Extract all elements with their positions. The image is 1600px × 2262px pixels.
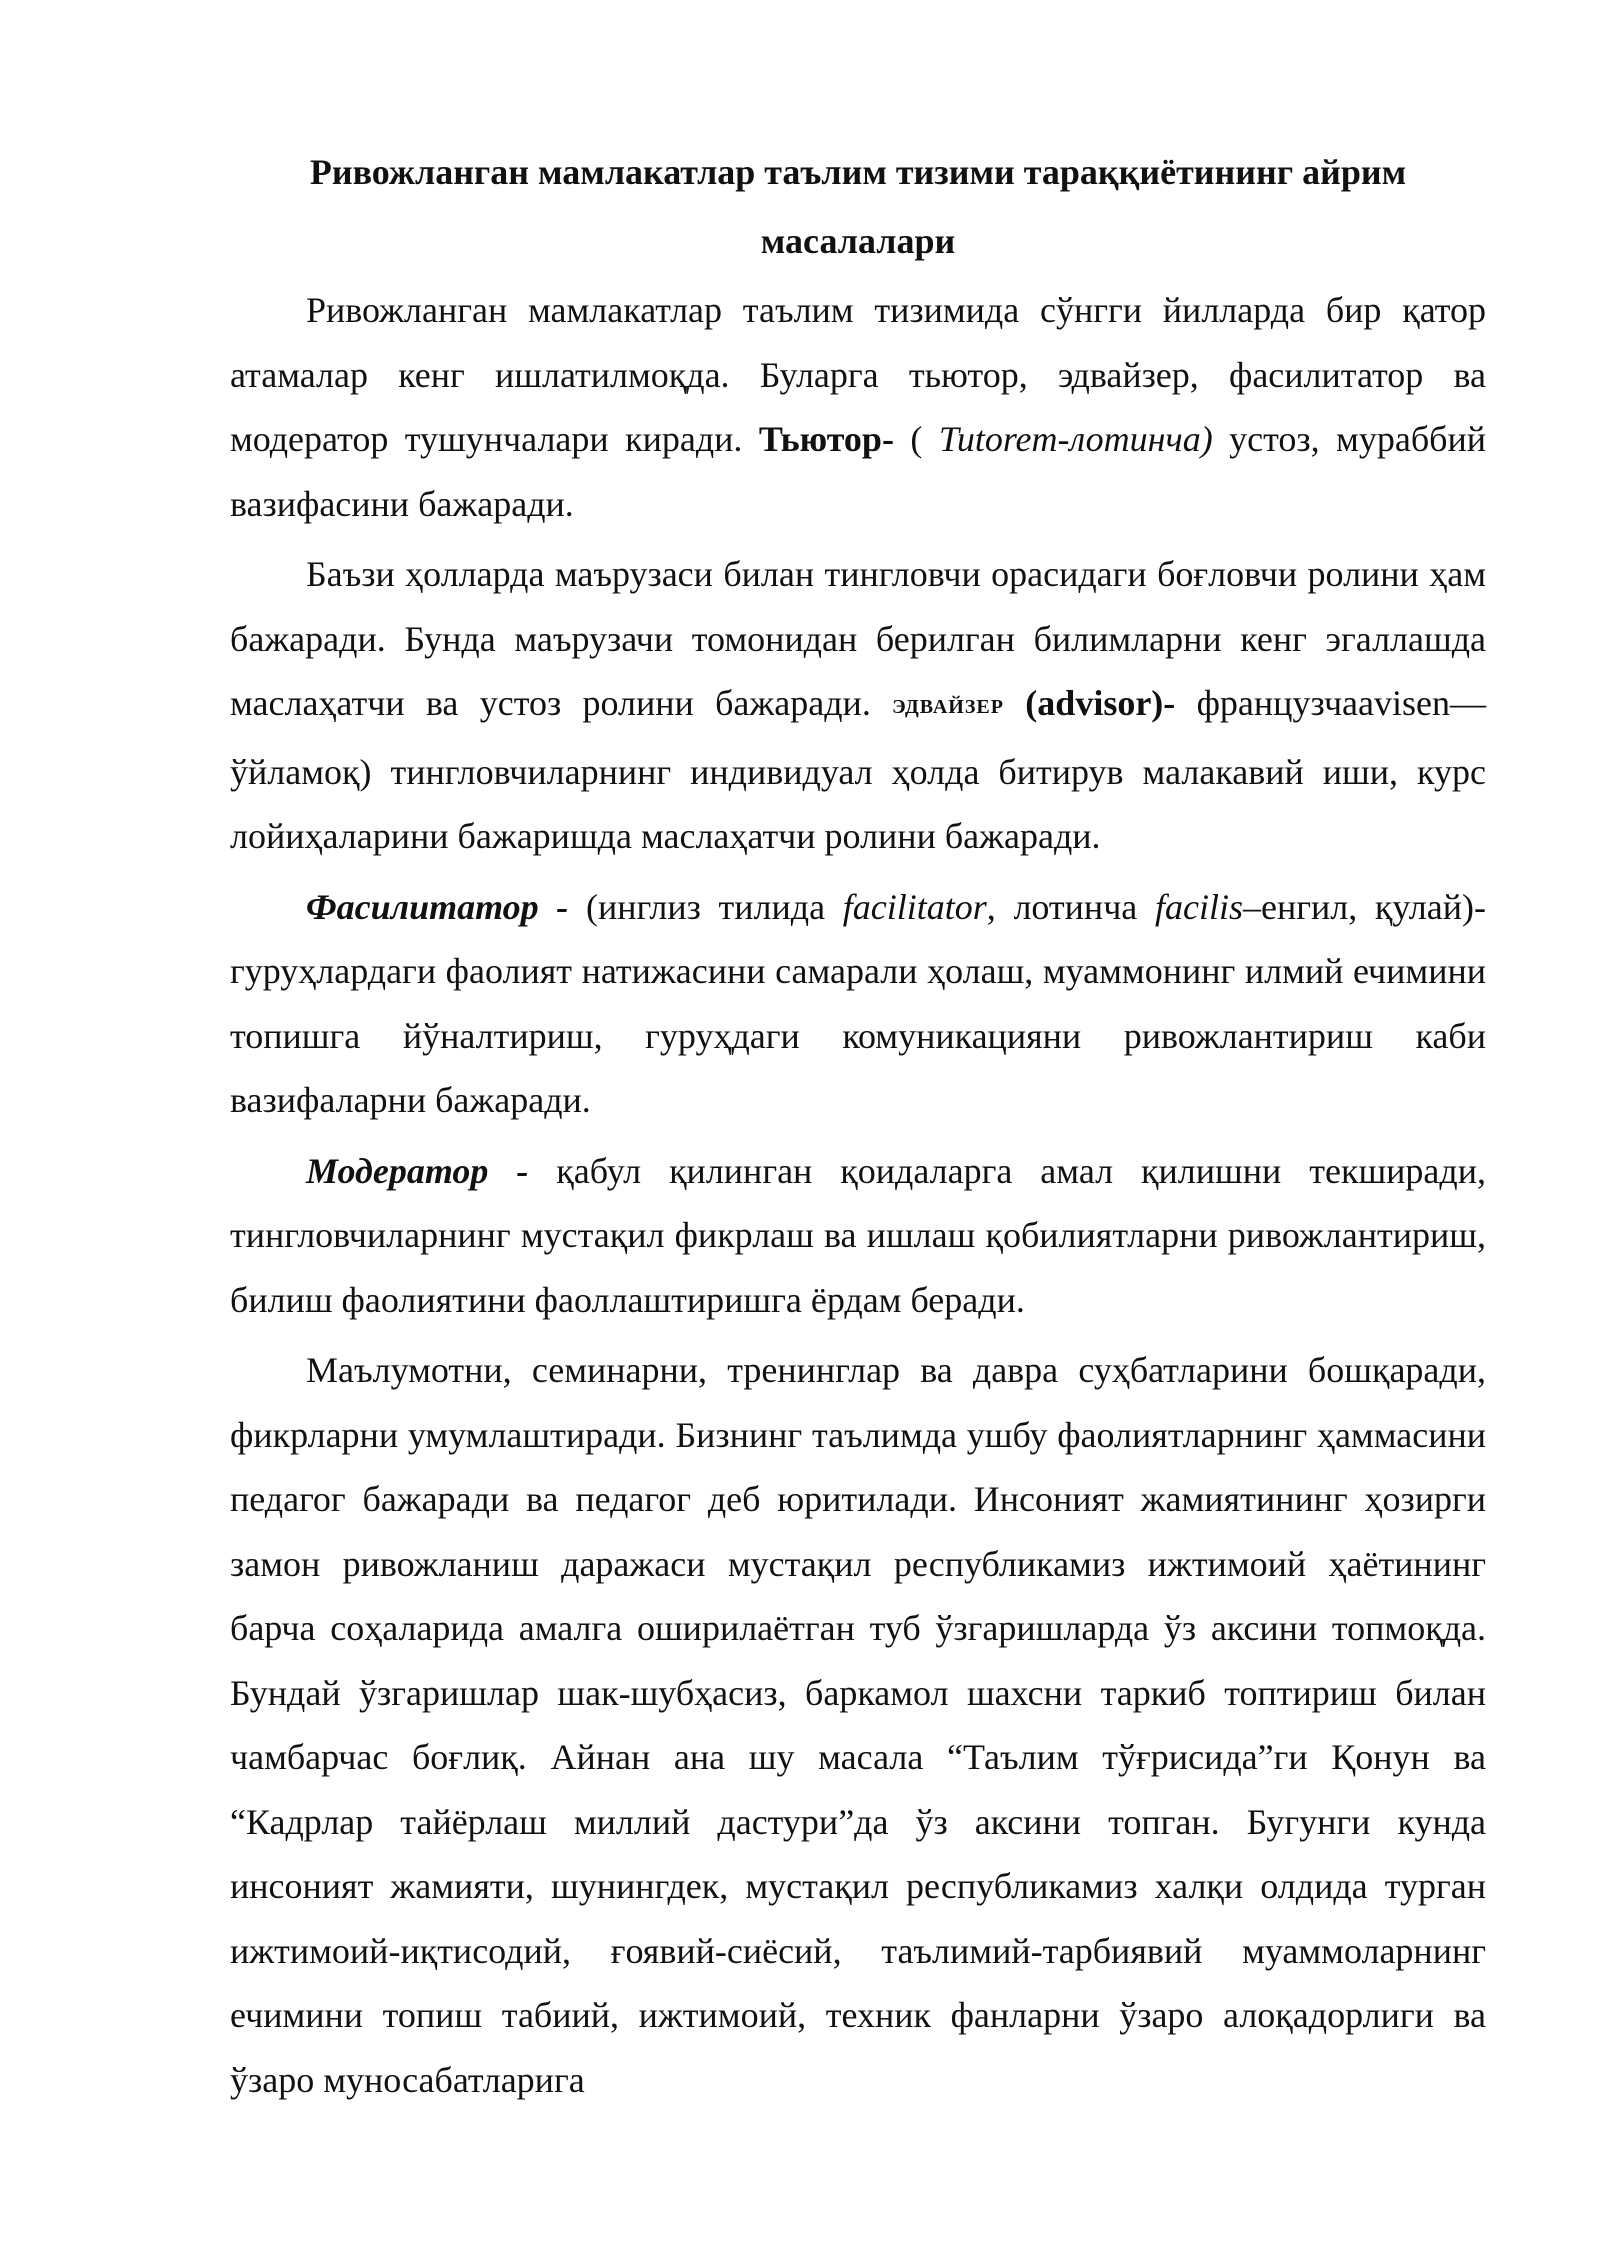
document-title: Ривожланган мамлакатлар таълим тизими тараққиётининг айрим масалалари — [309, 152, 1407, 261]
term-facilitator-latin: facilis — [1154, 886, 1243, 927]
paragraph-text: ( — [893, 419, 939, 459]
paragraph-advisor — [230, 542, 1486, 869]
paragraph-tutor — [230, 278, 1486, 536]
term-advisor-latin: (advisor)- — [1003, 683, 1176, 723]
paragraph-text: (инглиз тилида — [568, 886, 843, 927]
paragraph-text: устоз, мураббий вазифасини бажаради. — [230, 419, 1486, 524]
paragraph-facilitator — [230, 875, 1486, 1133]
term-facilitator: Фасилитатор - — [306, 886, 569, 927]
paragraph-text: –енгил, қулай)- гуруҳлардаги фаолият натижасини самарали ҳолаш, муаммонинг илмий ечимини топишга йўналтириш, гуруҳдаги комуникацияни ривожлантириш каби вазифаларни бажаради. — [230, 886, 1486, 1120]
term-advisor: ЭДВАЙЗЕР — [892, 696, 1004, 718]
paragraph-text: қабул қилинган қоидаларга амал қилишни текширади, тингловчиларнинг мустақил фикрлаш ва ишлаш қобилиятларни ривожлантириш, билиш фаолиятини фаоллаштиришга ёрдам беради. — [230, 1150, 1486, 1320]
paragraph-text: , лотинча — [986, 886, 1155, 927]
term-tutor: Тьютор- — [758, 419, 894, 459]
term-facilitator-english: facilitator — [842, 886, 987, 927]
paragraph-general — [230, 1338, 1486, 2112]
paragraph-moderator — [230, 1139, 1486, 1333]
paragraph-text: Маълумотни, семинарни, тренинглар ва давра суҳбатларини бошқаради, фикрларни умумлаштиради. Бизнинг таълимда ушбу фаолиятларнинг ҳаммасини педагог бажаради ва педагог деб юритилади. Инсоният жамиятининг ҳозирги замон ривожланиш даражаси мустақил республикамиз ижтимоий ҳаётининг барча соҳаларида амалга оширилаётган туб ўзгаришларда ўз аксини топмоқда. Бундай ўзгаришлар шак-шубҳасиз, баркамол шахсни таркиб топтириш билан чамбарчас боғлиқ. Айнан ана шу масала “Таълим тўғрисида”ги Қонун ва “Кадрлар тайёрлаш миллий дастури”да ўз аксини топган. Бугунги кунда инсоният жамияти, шунингдек, мустақил республикамиз халқи олдида турган ижтимоий-иқтисодий, ғоявий-сиёсий, таълимий-тарбиявий муаммоларнинг ечимини топиш табиий, ижтимоий, техник фанларни ўзаро алоқадорлиги ва ўзаро муносабатларига — [230, 1350, 1486, 2100]
paragraph-text: Баъзи ҳолларда маърузаси билан тингловчи орасидаги боғловчи ролини ҳам бажаради. Бунда маърузачи томонидан берилган билимларни кенг эгаллашда маслаҳатчи ва устоз ролини бажаради. — [230, 554, 1486, 723]
document-body — [230, 138, 1486, 2118]
term-moderator: Модератор - — [306, 1150, 529, 1191]
term-tutor-latin: Tutorem-лотинча) — [938, 419, 1213, 459]
paragraph-text: французчааvisen—ўйламоқ) тингловчиларнинг индивидуал ҳолда битирув малакавий иши, курс лойиҳаларини бажаришда маслаҳатчи ролини бажаради. — [230, 683, 1486, 856]
paragraph-text: Ривожланган мамлакатлар таълим тизимида сўнгги йилларда бир қатор атамалар кенг ишлатилмоқда. Буларга тьютор, эдвайзер, фасилитатор ва модератор тушунчалари киради. — [230, 290, 1486, 459]
